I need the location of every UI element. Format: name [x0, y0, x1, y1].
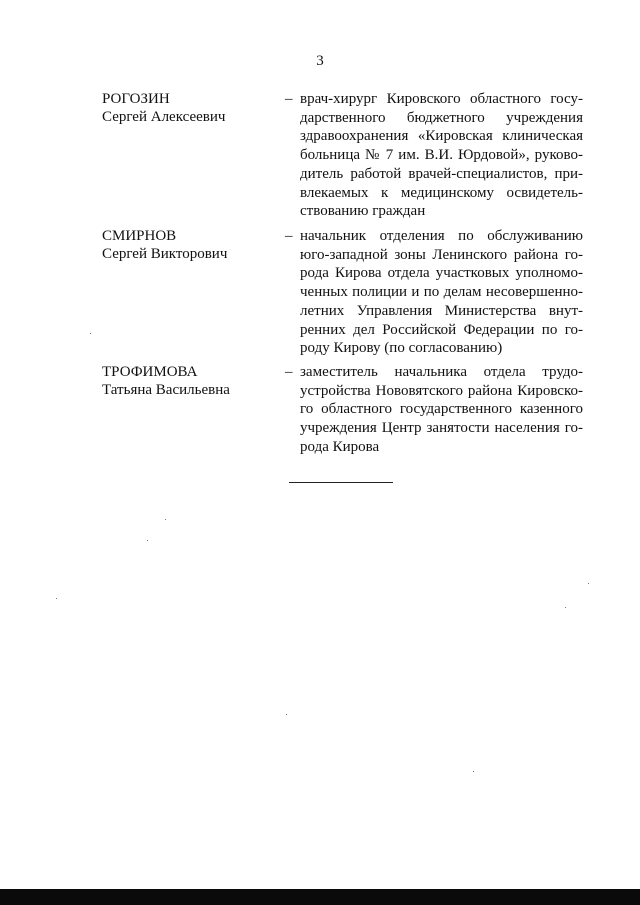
- scan-bottom-edge: [0, 889, 640, 905]
- role-line: врач-хирург Кировского областного госу-: [300, 91, 583, 107]
- role-line: дарственного бюджетного учреждения: [300, 109, 583, 126]
- scan-speck: [588, 583, 589, 584]
- role-line: дитель работой врачей-специалистов, при-: [300, 165, 583, 182]
- role-line: ченных полиции и по делам несовершенно-: [300, 284, 583, 301]
- role-line: больница № 7 им. В.И. Юрдовой», руково-: [300, 147, 583, 164]
- scan-speck: [286, 714, 287, 715]
- role-line: юго-западной зоны Ленинского района го-: [300, 246, 583, 263]
- role-line: го областного государственного казенного: [300, 401, 583, 418]
- scan-speck: [90, 333, 91, 334]
- member-name: [102, 227, 272, 263]
- member-surname: ТРОФИМОВА: [102, 364, 198, 380]
- member-surname: СМИРНОВ: [102, 228, 177, 244]
- member-role: [300, 363, 583, 457]
- entry-dash: –: [285, 91, 293, 107]
- scan-speck: [165, 519, 166, 520]
- member-name: [102, 363, 272, 399]
- role-line: ренних дел Российской Федерации по го-: [300, 321, 583, 338]
- role-line: начальник отделения по обслуживанию: [300, 228, 583, 244]
- member-role: [300, 227, 583, 358]
- role-line: устройства Нововятского района Кировско-: [300, 382, 583, 399]
- role-line: здравоохранения «Кировская клиническая: [300, 128, 583, 145]
- page-number: 3: [316, 53, 324, 69]
- member-given-names: Сергей Викторович: [102, 246, 228, 262]
- role-line: летних Управления Министерства внут-: [300, 302, 583, 319]
- role-line: заместитель начальника отдела трудо-: [300, 364, 583, 380]
- member-name: [102, 90, 272, 126]
- member-role: [300, 90, 583, 221]
- member-given-names: Татьяна Васильевна: [102, 382, 230, 398]
- closing-separator-line: [289, 482, 393, 483]
- scan-speck: [473, 771, 474, 772]
- member-surname: РОГОЗИН: [102, 91, 170, 107]
- member-given-names: Сергей Алексеевич: [102, 109, 226, 125]
- scan-speck: [565, 607, 566, 608]
- entry-dash: –: [285, 364, 293, 380]
- scan-speck: [56, 598, 57, 599]
- entry-dash: –: [285, 228, 293, 244]
- role-line: роду Кирову (по согласованию): [300, 340, 503, 357]
- scan-speck: [147, 540, 148, 541]
- role-line: влекаемых к медицинскому освидетель-: [300, 184, 583, 201]
- role-line: рода Кирова: [300, 438, 380, 455]
- role-line: рода Кирова отдела участковых уполномо-: [300, 265, 583, 282]
- role-line: ствованию граждан: [300, 203, 426, 220]
- role-line: учреждения Центр занятости населения го-: [300, 420, 583, 437]
